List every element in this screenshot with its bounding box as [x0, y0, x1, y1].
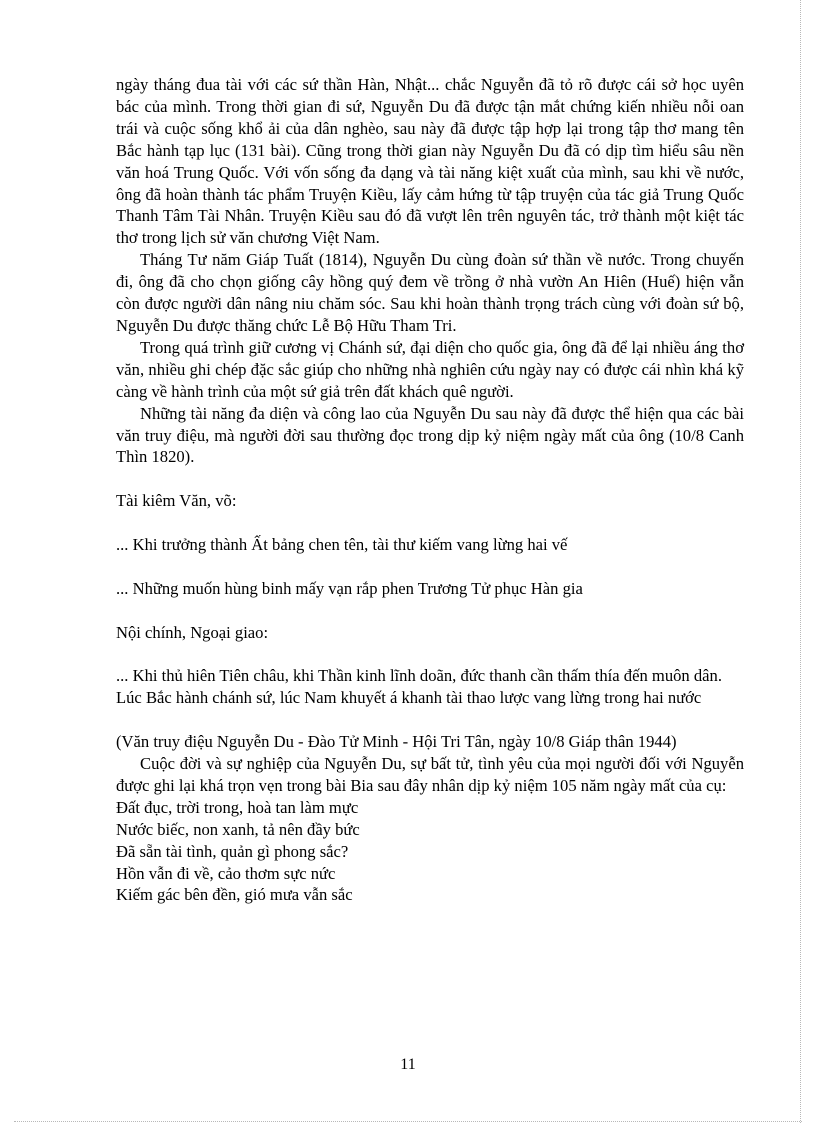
page-edge-right [800, 0, 801, 1123]
spacer [116, 709, 744, 731]
citation: (Văn truy điệu Nguyễn Du - Đào Tử Minh - Hội Tri Tân, ngày 10/8 Giáp thân 1944) [116, 732, 677, 752]
heading-tai-kiem: Tài kiêm Văn, võ: [116, 491, 237, 511]
poem-line: Đất đục, trời trong, hoà tan làm mực [116, 797, 359, 817]
spacer [116, 644, 744, 666]
poem-line: Nước biếc, non xanh, tả nên đầy bức [116, 819, 360, 839]
quote-line: Lúc Bắc hành chánh sứ, lúc Nam khuyết á khanh tài thao lược vang lừng trong hai nước [116, 688, 702, 708]
paragraph-return-home: Tháng Tư năm Giáp Tuất (1814), Nguyễn Du cùng đoàn sứ thần về nước. Trong chuyến đi, ông đã cho chọn giống cây hồng quý đem về trồng ở nhà vườn An Hiên (Huế) hiện vẫn còn được người dân nâng niu chăm sóc. Sau khi hoàn thành trọng trách cùng với đoàn sứ bộ, Nguyễn Du được thăng chức Lễ Bộ Hữu Tham Tri. [116, 250, 744, 335]
spacer [116, 556, 744, 578]
poem [116, 797, 744, 907]
spacer [116, 468, 744, 490]
quote-line: ... Khi thủ hiên Tiên châu, khi Thần kinh lĩnh doãn, đức thanh cần thấm thía đến muôn dân. [116, 666, 722, 686]
quote-line: ... Những muốn hùng binh mấy vạn rắp phen Trương Tử phục Hàn gia [116, 578, 583, 598]
page-edge-bottom [14, 1121, 802, 1122]
poem-line: Hồn vẫn đi về, cảo thơm sực nức [116, 863, 336, 883]
paragraph-biography-journey: ngày tháng đua tài với các sứ thần Hàn, Nhật... chắc Nguyễn đã tỏ rõ được cái sở học uyên bác của mình. Trong thời gian đi sứ, Nguyễn Du đã được tận mắt chứng kiến nhiều nỗi oan trái và cuộc sống khổ ải của dân nghèo, sau này đã được tập hợp lại trong tập thơ mang tên Bắc hành tạp lục (131 bài). Cũng trong thời gian này Nguyễn Du đã có dịp tìm hiểu sâu nền văn hoá Trung Quốc. Với vốn sống đa dạng và tài năng kiệt xuất của mình, sau khi về nước, ông đã hoàn thành tác phẩm Truyện Kiều, lấy cảm hứng từ tập truyện của tác giả Trung Quốc Thanh Tâm Tài Nhân. Truyện Kiều sau đó đã vượt lên trên nguyên tác, trở thành một kiệt tác thơ trong lịch sử văn chương Việt Nam. [116, 75, 744, 248]
spacer [116, 600, 744, 622]
quote-line: ... Khi trưởng thành Ất bảng chen tên, tài thư kiếm vang lừng hai vế [116, 535, 568, 554]
paragraph-envoy-role: Trong quá trình giữ cương vị Chánh sứ, đại diện cho quốc gia, ông đã để lại nhiều áng thơ văn, nhiều ghi chép đặc sắc giúp cho những nhà nghiên cứu ngày nay có được cái nhìn khá kỹ càng về hành trình của một sứ giả trên đất khách quê người. [116, 337, 744, 401]
poem-line: Kiếm gác bên đền, gió mưa vẫn sắc [116, 885, 353, 905]
page-body [116, 74, 744, 906]
poem-line: Đã sẵn tài tình, quản gì phong sắc? [116, 841, 349, 861]
spacer [116, 512, 744, 534]
paragraph-talents: Những tài năng đa diện và công lao của Nguyễn Du sau này đã được thể hiện qua các bài văn truy điệu, mà người đời sau thường đọc trong dịp kỷ niệm ngày mất của ông (10/8 Canh Thìn 1820). [116, 403, 744, 467]
paragraph-legacy: Cuộc đời và sự nghiệp của Nguyễn Du, sự bất tử, tình yêu của mọi người đối với Nguyễn được ghi lại khá trọn vẹn trong bài Bia sau đây nhân dịp kỷ niệm 105 năm ngày mất của cụ: [116, 754, 744, 795]
page-number: 11 [400, 1056, 416, 1073]
heading-noi-chinh: Nội chính, Ngoại giao: [116, 622, 269, 642]
